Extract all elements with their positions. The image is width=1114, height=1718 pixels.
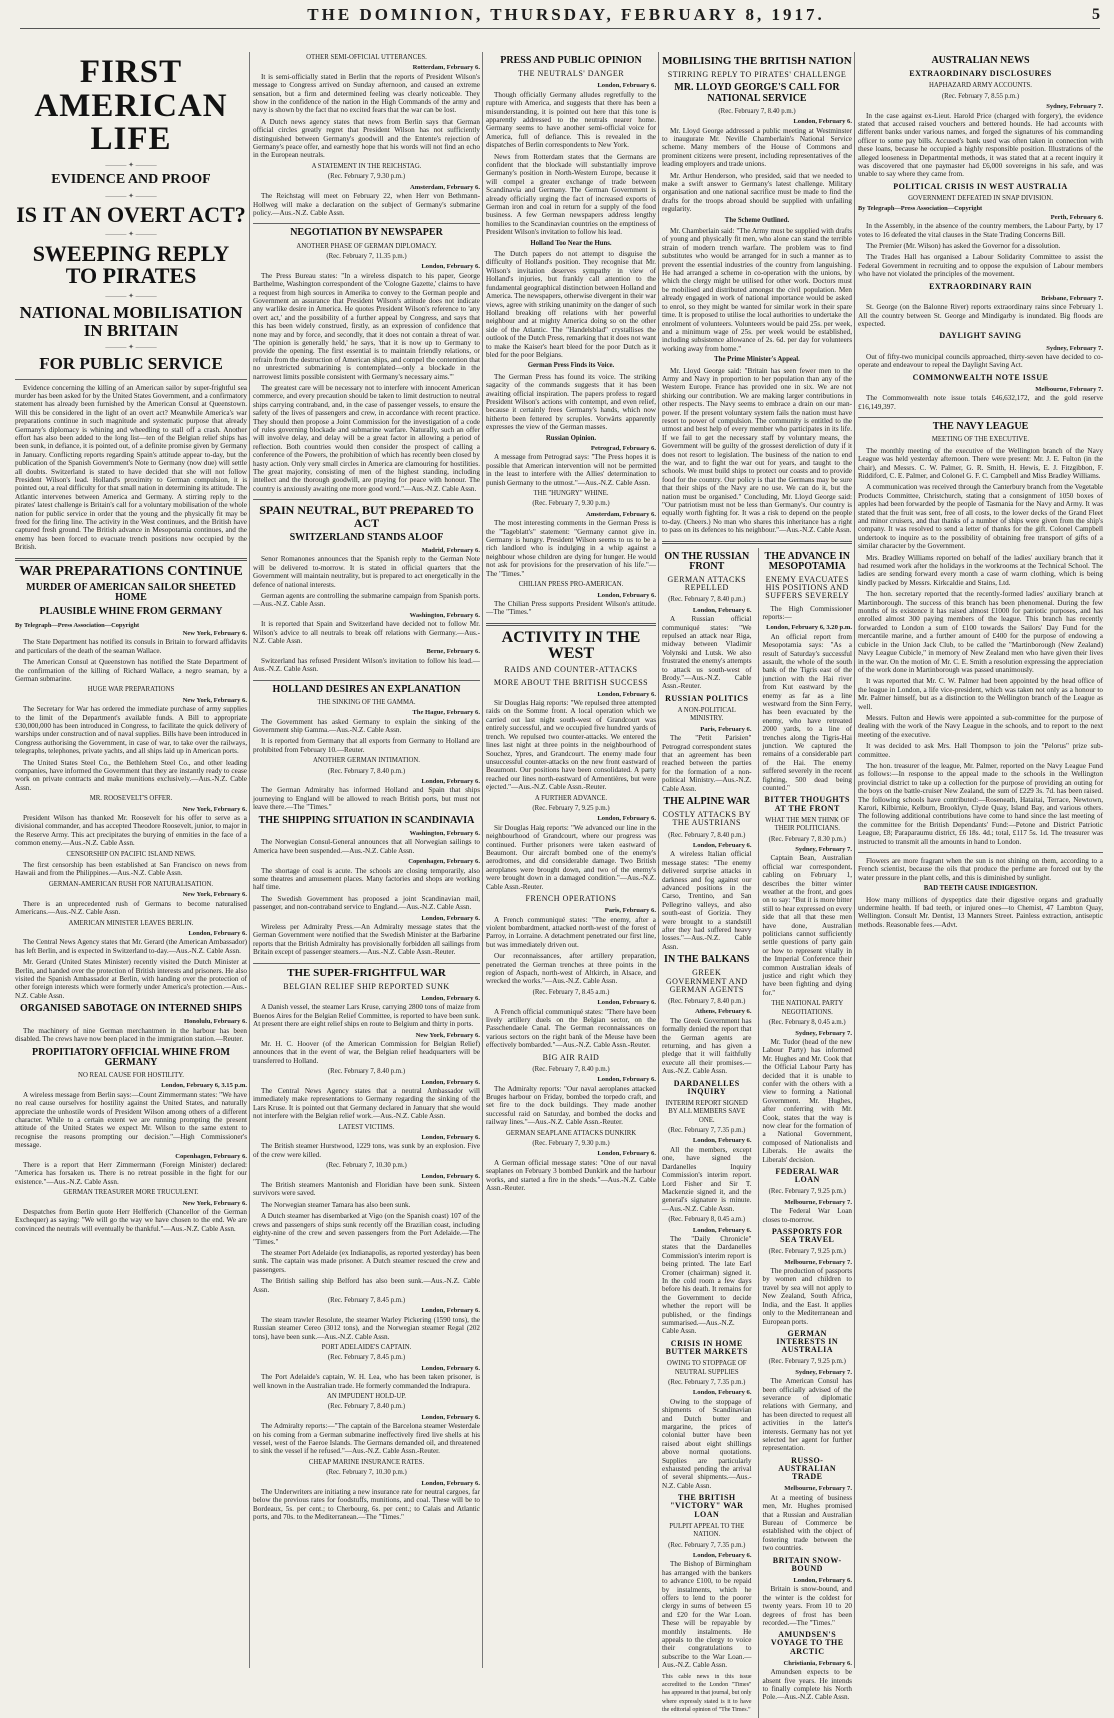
section-heading: Holland Too Near the Huns. <box>530 239 612 247</box>
divider-ornament: ——— ✦ ——— <box>105 230 157 239</box>
article-paragraph: Senor Romanones announces that the Spanish reply to the German Note will be delivered to-morrow. It is stated in official quarters that the Government will maintain neutrality, but is prepared to act energetically in the defence of national interests. <box>253 555 480 589</box>
credit-line: By Telegraph—Press Association—Copyright <box>858 205 983 213</box>
subheadline: CRISIS IN HOME BUTTER MARKETS <box>665 1338 748 1356</box>
article-paragraph: In the Assembly, in the absence of the country members, the Labour Party, by 17 votes to 16 defeated the vital clauses in the State Trading Concerns Bill. <box>858 222 1103 239</box>
column-2 <box>253 52 480 1668</box>
article-paragraph: The Commonwealth note issue totals £46,632,172, and the gold reserve £16,149,397. <box>858 394 1103 411</box>
dateline: Melbourne, February 7. <box>784 1485 852 1493</box>
dateline: London, February 6. <box>597 1076 656 1084</box>
dateline: London, February 6. <box>421 1307 480 1315</box>
article-paragraph: Captain Bean, Australian official war correspondent, cabling on February 1, describes the bitter winter weather at the front, and goes on to say: "But it is more bitter still to hear expressed on every side that all that these men have done, Australian politicians cannot sufficiently settle questions of party gain or how to represent vitally in the Imperial Conference their common Australian ideals of justice and right which they have been fighting and dying for." <box>762 854 852 997</box>
article-paragraph: A Dutch steamer has disembarked at Vigo (on the Spanish coast) 107 of the crews and passengers of ships sunk recently off the Brazilian coast, including eighty-nine of the crew and seven passengers from the Port Adelaide.—The "Times." <box>253 1212 480 1246</box>
dateline: London, February 6. <box>597 1150 656 1158</box>
subheadline: HOLLAND DESIRES AN EXPLANATION <box>272 683 461 695</box>
dateline: Sydney, February 7. <box>795 845 852 853</box>
received-line: (Rec. February 7, 8.40 p.m.) <box>327 1068 406 1076</box>
dateline: Petrograd, February 6. <box>590 445 656 452</box>
section-heading: HUGE WAR PREPARATIONS <box>87 686 175 694</box>
section-heading: THE "HUNGRY" WHINE. <box>533 490 609 498</box>
subheadline: GERMAN ATTACKS REPELLED <box>667 575 747 593</box>
divider-ornament: ——— ✦ ——— <box>105 160 157 169</box>
section-heading: WHAT THE MEN THINK OF THEIR POLITICIANS. <box>765 816 850 833</box>
column-rule <box>249 52 250 1668</box>
headline: NATIONAL MOBILISATION IN BRITAIN <box>19 303 243 340</box>
dateline: Honolulu, February 6. <box>183 1018 247 1026</box>
dateline: London, February 6. <box>793 118 852 126</box>
dateline: London, February 6, 3.15 p.m. <box>161 1082 247 1090</box>
dateline: Paris, February 6. <box>700 725 752 733</box>
headline: ON THE RUSSIAN FRONT <box>664 550 750 572</box>
section-heading: A STATEMENT IN THE REICHSTAG. <box>311 162 422 170</box>
article-paragraph: The British steamer Hurstwood, 1229 tons, was sunk by an explosion. Five of the crew were killed. <box>253 1142 480 1159</box>
headline: SWEEPING REPLY TO PIRATES <box>32 240 230 289</box>
article-paragraph: The High Commissioner reports:— <box>762 604 852 621</box>
article-paragraph: The Greek Government has formally denied the report that the German agents are returning, and has given a pledge that it will faithfully execute all their promises.—Aus.-N.Z. Cable Assn. <box>662 1016 752 1076</box>
credit-line: By Telegraph—Press Association—Copyright <box>15 621 140 629</box>
article-paragraph: A Dutch news agency states that news from Berlin says that German official circles greatly regret that President Wilson has not sufficiently distinguished between Germany's goodwill and the Entente's rejection of Germany's peace offer, and earnestly hope that his words will not find an echo in the European neutrals. <box>253 117 480 160</box>
article-paragraph: St. George (on the Balonne River) reports extraordinary rains since February 1. All the country between St. George and Mindigarby is inundated. Big floods are expected. <box>858 303 1103 328</box>
section-heading: HAPHAZARD ARMY ACCOUNTS. <box>928 82 1033 90</box>
article-paragraph: The Dutch papers do not attempt to disguise the difficulty of Holland's position. They recognise that Mr. Wilson's invitation deserves sympathy in view of Holland's injuries, but frankly call attention to the fundamental geographical distinction between Holland and America. The newspapers, otherwise divergent in their war views, agree with striking unanimity on the danger of such Holland breaking off relations with her powerful neighbour and at mighty America doing so on the other side of the Atlantic. The "Handelsblad" crystallises the outlook of the Dutch Press, remarking that it does not want to make the Kaiser's heart bleed for the poor Dutch as it bled for the poor Belgians. <box>486 250 656 359</box>
column-5 <box>858 52 1103 1668</box>
article-paragraph: The Port Adelaide's captain, W. H. Lea, who has been taken prisoner, is well known in the Australian trade. He formerly commanded the Indrapura. <box>253 1373 480 1390</box>
dateline: London, February 6. <box>597 690 656 698</box>
headline: PRESS AND PUBLIC OPINION <box>500 55 642 66</box>
article-paragraph: The monthly meeting of the executive of the Wellington branch of the Navy League was held yesterday afternoon. There were present: Mr. J. E. Fulton (in the chair), and Messrs. C. W. Palmer, G. R. Smith, H. Hewis, E. J. Fitzgibbon, F. Riddiford, C. E. Palmer, and Colonel G. F. C. Campbell and Miss Bradley Williams. <box>858 446 1103 480</box>
received-line: (Rec. February 7, 11.35 p.m.) <box>326 252 407 260</box>
section-heading: PORT ADELAIDE'S CAPTAIN. <box>321 1343 412 1351</box>
article-paragraph: It is semi-officially stated in Berlin that the reports of President Wilson's message to Congress arrived on Sunday afternoon, and caused an extreme sensation, but a firm and determined feeling was clearly noticeable. They show in the confidence of the nation in the High Commands of the army and navy is shown by the fact that no excited fears that the war can be lost. <box>253 72 480 115</box>
dateline: London, February 6. <box>421 994 480 1002</box>
article-paragraph: Sir Douglas Haig reports: "We advanced our line in the neighbourhood of Grandcourt, where our progress was continued. Further prisoners were taken eastward of Beaumont. Our aircraft bombed one of the enemy's aerodromes, and did considerable damage. Two British aeroplanes were brought down, and two of the enemy's were brought down in a damaged condition."—Aus.-N.Z. Cable Assn.-Reuter. <box>486 823 656 891</box>
dateline: London, February 6. <box>793 1576 852 1584</box>
dateline: London, February 6. <box>421 1479 480 1487</box>
subheadline: SWITZERLAND STANDS ALOOF <box>289 531 444 543</box>
dateline: Brisbane, February 7. <box>1041 294 1103 302</box>
article-paragraph: The State Department has notified its consuls in Britain to forward affidavits and particulars of the death of the seaman Wallace. <box>15 638 247 655</box>
dateline: New York, February 6. <box>182 1199 247 1207</box>
article-paragraph: The British steamers Mantonish and Floridian have been sunk. Sixteen survivors were saved. <box>253 1181 480 1198</box>
subheadline: EXTRAORDINARY DISCLOSURES <box>909 69 1052 79</box>
article-paragraph: The Chilian Press supports President Wilson's attitude.—The "Times." <box>486 599 656 617</box>
subheadline: THE SUPER-FRIGHTFUL WAR <box>287 966 446 979</box>
masthead <box>20 2 1100 29</box>
section-heading: ANOTHER GERMAN INTIMATION. <box>312 757 421 765</box>
dateline: Rotterdam, February 6. <box>412 64 480 72</box>
subheadline: RUSSO-AUSTRALIAN TRADE <box>778 1455 837 1482</box>
subheadline: MR. LLOYD GEORGE'S CALL FOR NATIONAL SERVICE <box>674 82 840 104</box>
article-paragraph: There is a report that Herr Zimmermann (Foreign Minister) declared: "America has forsaken us. There is no retreat possible in the fight for our existence."—Aus.-N.Z. Cable Assn. <box>15 1161 247 1186</box>
subheadline: MORE ABOUT THE BRITISH SUCCESS <box>493 677 649 687</box>
section-heading: OTHER SEMI-OFFICIAL UTTERANCES. <box>306 54 427 61</box>
article-paragraph: Britain is snow-bound, and the winter is the coldest for twenty years. From 10 to 20 degrees of frost has been recorded.—The "Times." <box>762 1585 852 1627</box>
section-heading: CENSORSHIP ON PACIFIC ISLAND NEWS. <box>66 850 196 858</box>
article-paragraph: The Admiralty reports:—"The captain of the Barcelona steamer Westerdale on his coming from a German submarine ineffectively fired live shells at his vessel, west of the Faeroe Islands. The Germans demanded oil, and threatened to sink the vessel if he refused."—Aus.-N.Z. Cable Assn.-Reuter. <box>253 1422 480 1456</box>
received-line: (Rec. February 7, 9.25 p.m.) <box>768 1248 846 1256</box>
dateline: Perth, February 6. <box>1050 213 1103 221</box>
dateline: London, February 6. <box>188 929 247 937</box>
article-paragraph: A German official message states: "One of our naval seaplanes on February 3 bombed Dunkirk and the harbour works, and started a fire in the sheds."—Aus.-N.Z. Cable Assn.-Reuter. <box>486 1158 656 1193</box>
dateline: Athens, February 6. <box>695 1008 752 1016</box>
section-heading: German Press Finds its Voice. <box>527 362 615 370</box>
subheadline: ENEMY EVACUATES HIS POSITIONS AND SUFFERS SEVERELY <box>765 575 850 601</box>
article-paragraph: The Norwegian Consul-General announces that all Norwegian sailings to America have been suspended.—Aus.-N.Z. Cable Assn. <box>253 838 480 855</box>
column-4 <box>662 52 852 1714</box>
article-paragraph: A French communiqué states: "The enemy, after a violent bombardment, attacked north-west of the forest of Parroy, in Lorraine. A detachment penetrated our first line, but was immediately driven out. <box>486 915 656 949</box>
subheadline: GERMAN INTERESTS IN AUSTRALIA <box>776 1328 839 1355</box>
received-line: (Rec. February 7, 8.45 p.m.) <box>327 1354 406 1362</box>
received-line: (Rec. February 7, 8.45 p.m.) <box>327 1296 406 1304</box>
article-paragraph: The Underwriters are initiating a new insurance rate for neutral cargoes, far below the previous rates for foodstuffs, munitions, and coal. These will be to Bordeaux, 5s. per cent.; to Cherbourg, 6s. per cent.; to Calais and Atlantic ports, and 70s. to the Mediterranean.—The "Times." <box>253 1488 480 1522</box>
divider-ornament: ——— ✦ ——— <box>105 342 157 351</box>
dateline: The Hague, February 6. <box>412 709 480 717</box>
section-heading: THE SINKING OF THE GAMMA. <box>317 698 416 706</box>
received-line: (Rec. February 7, 8.40 p.m.) <box>718 107 796 115</box>
received-line: (Rec. February 7, 8.40 p.m.) <box>532 1065 610 1073</box>
article-paragraph: A French official communiqué states: "There have been lively artillery duels on the Belgian sector, on the Passchendaele Canal. The German reconnaissances on various sectors on the right bank of the Meuse have been effectively bombarded."—Aus.-N.Z. Cable Assn.-Reuter. <box>486 1007 656 1050</box>
dateline: London, February 6. <box>597 591 656 599</box>
received-line: (Rec. February 7, 9.25 p.m.) <box>532 804 610 812</box>
dateline: London, February 6. <box>421 1413 480 1421</box>
dateline: London, February 6. <box>692 1137 752 1145</box>
article-paragraph: Mr. Chamberlain said: "The Army must be supplied with drafts of young and physically fit men, who alone can stand the terrible strain of modern trench warfare. The problem was to find substitutes who would be arranged for in such a manner as to prevent the essential industries of the country from languishing. He had arranged a scheme in co-operation with the unions, by which the clergy might be utilised for other work. Doctors must be mobilised and distributed amongst the civil population. Men already engaged in work of national importance would be asked to enrol, so they might be wanted for similar work in their spare time. It is proposed to utilise the local authorities to undertake the enrolment of volunteers. Volunteers would be paid 25s. per week, and a minimum wage of 25s. per week would be established, including subsistence allowance of 2s. 6d. per day for volunteers working away from home." <box>662 227 852 353</box>
subheadline: POLITICAL CRISIS IN WEST AUSTRALIA <box>893 181 1068 191</box>
article-paragraph: Amundsen expects to be absent five years. He intends to finally complete his North Pole.—Aus.-N.Z. Cable Assn. <box>762 1668 852 1702</box>
article-paragraph: The American Consul at Queenstown has notified the State Department of the confirmation of the killing of Richard Wallace, a negro seaman, by a German submarine. <box>15 658 247 683</box>
article-paragraph: News from Rotterdam states that the Germans are confident that the blockade will substantially improve Germany's position in North-Western Europe, because it will compel a greater exchange of trade between Scandinavia and Germany. The German Government is already officially urging the fact of increased exports of German iron and coal in return for a supply of the food business. A few German newspapers address lengthy homilies to the Scandinavian countries on the emptiness of President Wilson's invitation to follow his lead. <box>486 152 656 237</box>
dateline: New York, February 6. <box>182 891 247 899</box>
article-paragraph: The hon. treasurer of the league, Mr. Palmer, reported on the Navy League Fund as follows:—In response to the appeal made to the schools in the Wellington provincial district to take up a collection for the purpose of providing an outing for the boys on the battle-cruiser New Zealand, the sum of £229 3s. 7d. has been raised. The following schools have contributed:—Roseneath, Hataitai, Terrace, Newtown, Karori, Kilbirnie, Kelburn, Brooklyn, Clyde Quay, Island Bay, and various others. The following additional contributions have come to hand since the last meeting of the committee for the British Dependants' Fund:—Petone and District Patriotic League, £8; Paraparaumu district, £6 18s. 4d.; total, £117 5s. 1d. The treasurer was instructed to transmit all the amounts in hand to London. <box>858 761 1103 846</box>
dateline: Copenhagen, February 6. <box>175 1152 247 1160</box>
section-heading: ANOTHER PHASE OF GERMAN DIPLOMACY. <box>296 242 437 250</box>
section-heading: INTERIM REPORT SIGNED BY ALL MEMBERS SAVE ONE. <box>665 1099 748 1124</box>
column-rule <box>658 52 659 1668</box>
received-line: (Rec. February 7, 8.55 p.m.) <box>941 92 1020 100</box>
headline: AUSTRALIAN NEWS <box>931 55 1030 66</box>
section-heading: GERMAN TREASURER MORE TRUCULENT. <box>63 1189 199 1197</box>
dateline: Copenhagen, February 6. <box>408 858 480 866</box>
article-paragraph: The German Admiralty has informed Holland and Spain that ships journeying to England will be allowed to reach British ports, but must not leave there.—The "Times." <box>253 786 480 812</box>
headline: MOBILISING THE BRITISH NATION <box>662 55 852 67</box>
article-paragraph: At a meeting of business men, Mr. Hughes promised that a Russian and Australian Bureau of Commerce be established with the object of fostering trade between the two countries. <box>762 1493 852 1553</box>
article-paragraph: Flowers are more fragrant when the sun is not shining on them, according to a French scientist, because the oils that produce the perfume are forced out by the water pressure in the plant cells, and this is diminished by sunlight. <box>858 857 1103 882</box>
dateline: London, February 6. <box>597 82 656 90</box>
dateline: London, February 6. <box>597 999 656 1007</box>
article-paragraph: Wireless per Admiralty Press.—An Admiralty message states that the German Government were notified that the Swedish Minister at the Barbarine reports that the British Admiralty has provisionally forbidden all sailings from Britain except of passenger steamers.—Aus.-N.Z. Cable Assn.-Reuter. <box>253 922 480 957</box>
article-paragraph: The Government has asked Germany to explain the sinking of the Government ship Gamma.—Aus.-N.Z. Cable Assn. <box>253 717 480 735</box>
advertisement-text: How many millions of dyspeptics date their digestive organs and gradually undermine health. If bad teeth, or injured ones—to Chemist, 47 Lambton Quay, Wellington. Consult Mr. Dentist, 13 Manners Street. Painless extraction, antiseptic methods. Reasonable fees.—Advt. <box>858 895 1103 929</box>
article-paragraph: German agents are controlling the submarine campaign from Spanish ports.—Aus.-N.Z. Cable Assn. <box>253 591 480 609</box>
subheadline: PLAUSIBLE WHINE FROM GERMANY <box>39 606 223 618</box>
subheadline: THE SHIPPING SITUATION IN SCANDINAVIA <box>258 814 475 826</box>
received-line: (Rec. February 8, 0.45 a.m.) <box>768 1019 846 1027</box>
column-3 <box>486 52 656 1668</box>
article-paragraph: Evidence concerning the killing of an American sailor by super-frightful sea murder has been asked for by the United States Government, and a confirmatory statement has already been furnished by the American Consul at Queenstown. Will this be considered in the light of an overt act? Meanwhile America's war preparations continue in such magnitude and systematic purpose that already Germany's diplomacy is whining and wheedling to stall off a crash. Another effort has also been added to the long list—ten of the Belgian relief ships has been sunk, in defiance, it is pointed out, of a definite promise given by Germany in January. Conflicting reports regarding Spain's attitude appear to-day, but the publication of the Spanish Government's Note to Germany (now due) will settle all doubts. Switzerland is stated to have decided that she will not follow President Wilson's lead. Holland's proximity to German compulsion, it is pointed out, a real difficulty for that small nation in determining its attitude. The Atlantic intervenes between America and Germany. A stirring reply to the pirates' latest challenge is Britain's call for a voluntary mobilisation of the whole nation for public service in order that the young and the physically fit may be freed for the firing line. The activity in the West continues, and the British have captured fresh ground. The British advance in Mesopotamia continues, and the enemy has been forced to evacuate trench positions now occupied by the British. <box>15 383 247 552</box>
subheadline: NEGOTIATION BY NEWSPAPER <box>290 227 443 239</box>
headline: SPAIN NEUTRAL, BUT PREPARED TO ACT <box>259 503 474 530</box>
dateline: Sydney, February 7. <box>1046 344 1103 352</box>
dateline: London, February 6. <box>421 1364 480 1372</box>
subheadline: BITTER THOUGHTS AT THE FRONT <box>764 795 850 813</box>
section-heading: GOVERNMENT DEFEATED IN SNAP DIVISION. <box>908 194 1053 202</box>
section-heading: AMERICAN MINISTER LEAVES BERLIN. <box>68 919 194 927</box>
dateline: Melbourne, February 7. <box>784 1198 852 1206</box>
article-paragraph: Though officially Germany alludes regretfully to the rupture with America, and suggests that there has been a misunderstanding, it is pointed out here that this tone is apparently addressed to the neutrals nearer home. Germany seems to have another semi-official voice for America, full of defiance. This is revealed in the dispatches of Berlin correspondents to New York. <box>486 90 656 150</box>
article-paragraph: The most interesting comments in the German Press is the "Tageblatt's" statement: "Germany cannot give in. Germany is hungry. President Wilson seems to us to be a rich landlord who is indulging in a whip against a neighbour whose children are dying for hunger. He would not ask for provisions for the preservation of his life."—The "Times." <box>486 519 656 578</box>
headline: THE ADVANCE IN MESOPOTAMIA <box>764 550 850 572</box>
article-paragraph: A message from Petrograd says: "The Press hopes it is possible that American intervention will not be permitted in the least to interfere with the Allies' determination to punish Germany to the utmost."—Aus.-N.Z. Cable Assn. <box>486 453 656 487</box>
received-line: (Rec. February 7, 8.40 p.m.) <box>668 831 746 839</box>
article-paragraph: The steam trawler Resolute, the steamer Warley Pickering (1590 tons), the Russian steamer Cereo (3012 tons), and the Norwegian steamer Regal (202 tons), have been sunk.—Aus.-N.Z. Cable Assn. <box>253 1315 480 1341</box>
dateline: Melbourne, February 7. <box>1035 385 1103 393</box>
dateline: London, February 6. <box>421 914 480 922</box>
headline: THE NAVY LEAGUE <box>932 421 1029 433</box>
subheadline: BRITAIN SNOW-BOUND <box>772 1555 842 1573</box>
received-line: (Rec. February 7, 9.25 p.m.) <box>768 1358 846 1366</box>
headline: FOR PUBLIC SERVICE <box>39 354 223 374</box>
section-heading: LATEST VICTIMS. <box>338 1123 395 1131</box>
dateline: London, February 6. <box>692 1226 752 1234</box>
article-paragraph: There is an unprecedented rush of Germans to become naturalised Americans.—Aus.-N.Z. Cable Assn. <box>15 899 247 917</box>
section-heading: Russian Opinion. <box>545 434 597 442</box>
article-paragraph: The Norwegian steamer Tamara has also been sunk. <box>261 1200 411 1209</box>
headline: IS IT AN OVERT ACT? <box>16 202 246 228</box>
article-paragraph: A Russian official communiqué states: "We repulsed an attack near Riga, midway between Vladimir Volynski and Lutsk. We also frustrated the enemy's attempts to attack us south-west of Brody."—Aus.-N.Z. Cable Assn.-Reuter. <box>662 615 752 691</box>
editorial-note: This cable news in this issue accredited to the London "Times" has appeared in that journal, but only where expressly stated is it to have the editorial opinion of "The Times." <box>662 1673 752 1714</box>
subheadline: COSTLY ATTACKS BY THE AUSTRIANS <box>662 810 752 828</box>
subheadline: ORGANISED SABOTAGE ON INTERNED SHIPS <box>19 1003 243 1015</box>
subheadline: DAYLIGHT SAVING <box>939 331 1022 341</box>
column-rule <box>482 52 483 1668</box>
subheadline: RAIDS AND COUNTER-ATTACKS <box>504 665 638 675</box>
section-heading: A FURTHER ADVANCE. <box>534 794 608 802</box>
dateline: Madrid, February 6. <box>421 546 480 554</box>
divider-ornament: ——— ✦ ——— <box>105 191 157 200</box>
article-paragraph: Mr. Gerard (United States Minister) recently visited the Dutch Minister at Berlin, and handed over the protection of British interests and prisoners. He also visited the Spanish Ambassador at Berlin, with handing over the protection of other foreign interests which were formerly under America's protection.—Aus.-N.Z. Cable Assn. <box>15 958 247 1000</box>
received-line: (Rec. February 7, 9.30 p.m.) <box>327 173 406 181</box>
article-paragraph: The Secretary for War has ordered the immediate purchase of army supplies to the limit of the Department's available funds. A Bill to appropriate £30,000,000 has been introduced in Congress, to facilitate the quick delivery of warships under construction and of naval supplies. Bills have been introduced in Congress authorising the Government, in case of war, to take over the railways, telegraphs, telephones, private yachts, and all ships laid up in American ports. <box>15 705 247 756</box>
headline: IN THE BALKANS <box>664 954 750 966</box>
article-paragraph: The United States Steel Co., the Bethlehem Steel Co., and other leading companies, have informed the Government that they are instantly ready to cease work on private contracts and make munitions exclusively.—Aus.-N.Z. Cable Assn. <box>15 758 247 792</box>
subheadline: BELGIAN RELIEF SHIP REPORTED SUNK <box>283 981 450 991</box>
article-paragraph: The steamer Port Adelaide (ex Indianapolis, as reported yesterday) has been sunk. The captain was made prisoner. A Dutch steamer rescued the crew and passengers. <box>253 1248 480 1274</box>
article-paragraph: The shortage of coal is acute. The schools are closing temporarily, also some theatres and amusement places. Many factories and shops are working half time. <box>253 866 480 892</box>
article-paragraph: Mr. Lloyd George said: "Britain has seen fewer men to the Army and Navy in proportion to her population than any of the Western Europe. France has provided one in six. We are not shirking our contribution. We are making larger contributions in other respects. The Navy seems to embrace a drain on our man-power. If the present voluntary system fails the nation must have resort to power of compulsion. The community is entitled to the utmost and best help of every member who participates in its life. If we fail to get the necessary staff by voluntary means, the Government will be guilty of the grossest dereliction of duty if it does not resort to legislation. The business of the nation to end the war, and to fight the war out for years, and taught to the schools. We must build ships to protect our coasts and to provide food for the country. Our policy is that the Germans may be sure that their ships of the Navy are no use. We can do it, but the nation must be organised." Concluding, Mr. Lloyd George said: "Our patriotism must not be less than Germany's. Our country is equally worth fighting for. It was a risk to depend on the people to-day. (Cheers.) No man who shares this inheritance has a right to pass on its defences to his neighbour."—Aus.-N.Z. Cable Assn. <box>662 366 852 535</box>
section-heading: CHEAP MARINE INSURANCE RATES. <box>308 1458 425 1466</box>
article-paragraph: Messrs. Fulton and Hewis were appointed a sub-committee for the purpose of dealing with the work of the Navy League in the schools, and to report to the next meeting of the executive. <box>858 713 1103 739</box>
dateline: London, February 6. <box>421 263 480 271</box>
article-paragraph: The first censorship has been established at San Francisco on news from Hawaii and from the Philippines.—Aus.-N.Z. Cable Assn. <box>15 861 247 878</box>
article-paragraph: In the case against ex-Lieut. Harold Price (charged with forgery), the evidence stated that accused raised vouchers and bettered hounds. He had accounts with different banks under various names, and forged the signatures of his commanding officer to some pay bills. Accused's bank used was often taken in connection with these loans, because he occupied a highly responsible position. Illustrations of the alleged looseness in Departmental methods, it was stated that at a recent inquiry it was discovered that one paymaster had £6,000 sovereigns in his safe, and was unable to say where they came from. <box>858 111 1103 179</box>
page-number: 5 <box>1092 6 1100 23</box>
article-paragraph: The greatest care will be necessary not to interfere with innocent American commerce, and every precaution should be taken to limit destruction to neutral ships carrying contraband, and, in the case of passenger vessels, to ensure the safety of the lives of passengers and crew, in accordance with recent practice. They should then propose a Joint Commission for the investigation of a code of rules governing blockade and submarine warfare. Naturally, such an offer will involve delay, and delay will be a great factor in allowing a period of reflection. Both countries would then consider the prospect of calling a conference of the Powers, the prohibition of which has recently been closed by hasty action. Only very small circles in America are clamouring for hostilities. The great majority, consisting of men of the highest standing, including intellect and the thorough goodwill, are praying for peace with honour. The country is anxiously awaiting one more good word."—Aus.-N.Z. Cable Assn. <box>253 384 480 493</box>
headline: WAR PREPARATIONS CONTINUE <box>19 563 243 579</box>
article-paragraph: The Admiralty reports: "Our naval aeroplanes attacked Bruges harbour on Friday, bombed the torpedo craft, and set fire to the dock buildings. They made another successful raid on Saturday, and bombed the docks and railway lines."—Aus.-N.Z. Cable Assn.-Reuter. <box>486 1084 656 1127</box>
section-heading: GERMAN SEAPLANE ATTACKS DUNKIRK <box>505 1129 637 1137</box>
section-heading: AN IMPUDENT HOLD-UP. <box>327 1393 406 1400</box>
received-line: (Rec. February 7, 10.30 p.m.) <box>326 1469 407 1477</box>
article-paragraph: The Central News Agency states that Mr. Gerard (the American Ambassador) has left Berlin, and is expected in Switzerland to-day.—Aus.-N.Z. Cable Assn. <box>15 938 247 955</box>
sub-column-left <box>662 548 752 1718</box>
section-heading: A NON-POLITICAL MINISTRY. <box>677 706 736 723</box>
article-paragraph: The Bishop of Birmingham has arranged with the bankers to advance £100, to be repaid by instalments, which he offers to lend to the poorer clergy in sums of between £5 and £20 for the War Loan. These will be repayable by monthly instalments. He appeals to the clergy to voice their congratulations to subscribe to the War Loan.—Aus.-N.Z. Cable Assn. <box>662 1560 752 1670</box>
article-paragraph: President Wilson has thanked Mr. Roosevelt for his offer to serve as a divisional commander, and has accepted Theodore Roosevelt, junior, to major in the Reserve Army. This act precipitates the burying of enmities in the face of a common enemy.—Aus.-N.Z. Cable Assn. <box>15 814 247 848</box>
article-paragraph: It is reported that Spain and Switzerland have decided not to follow Mr. Wilson's advice to all neutrals to break off relations with Germany.—Aus.-N.Z. Cable Assn. <box>253 620 480 645</box>
received-line: (Rec. February 7, 8.40 p.m.) <box>668 997 746 1005</box>
received-line: (Rec. February 7, 9.30 p.m.) <box>532 500 610 508</box>
dateline: Washington, February 6. <box>409 829 480 837</box>
dateline: Amsterdam, February 6. <box>586 510 656 518</box>
article-paragraph: The "Petit Parisien" Petrograd correspondent states that an agreement has been reached between the parties for the formation of a non-political Ministry.—Aus.-N.Z. Cable Assn. <box>662 734 752 793</box>
subheadline: FEDERAL WAR LOAN <box>775 1167 840 1185</box>
article-paragraph: It is reported from Germany that all exports from Germany to Holland are prohibited from February 10.—Reuter. <box>253 737 480 754</box>
subheadline: EXTRAORDINARY RAIN <box>929 281 1032 291</box>
dateline: London, February 6. <box>692 606 752 614</box>
headline: EVIDENCE AND PROOF <box>51 172 211 188</box>
subheadline: RUSSIAN POLITICS <box>665 693 749 703</box>
article-paragraph: Mr. Tudor (head of the new Labour Party) has informed Mr. Hughes and Mr. Cook that the Official Labour Party has decided that it is unable to confer with the others with a view to forming a National Government. Mr. Hughes, after conferring with Mr. Cook, states that the way is now clear for the formation of a National Government, composed of Nationalists and Liberals. He awaits the Liberals' decision. <box>762 1037 852 1164</box>
article-paragraph: It was reported that Mr. C. W. Palmer had been appointed by the head office of the league in London, a life vice-president, which was taken not only as a honour to Mr. Palmer himself, but as a distinction to the Wellington branch of the League as well. <box>858 677 1103 711</box>
dateline: London, February 6. <box>692 841 752 849</box>
received-line: (Rec. February 7, 8.45 a.m.) <box>532 988 610 996</box>
section-heading: GERMAN-AMERICAN RUSH FOR NATURALISATION. <box>48 880 214 888</box>
section-heading: The Scheme Outlined. <box>724 216 790 224</box>
subheadline: AMUNDSEN'S VOYAGE TO THE ARCTIC <box>770 1630 844 1656</box>
section-heading: MEETING OF THE EXECUTIVE. <box>931 436 1030 444</box>
received-line: (Rec. February 7, 7.35 p.m.) <box>668 1127 746 1135</box>
received-line: (Rec. February 7, 9.25 p.m.) <box>768 1188 846 1196</box>
subheadline: MURDER OF AMERICAN SAILOR SHEETED HOME <box>26 581 236 604</box>
article-paragraph: Out of fifty-two municipal councils approached, thirty-seven have decided to co-operate and endeavour to repeal the Daylight Saving Act. <box>858 352 1103 370</box>
article-paragraph: The German Press has found its voice. The striking sagacity of the commands suggests that it has been awaiting official inspiration. The papers profess to regard President Wilson's actions with contempt, and even relief, because it certainly frees Germany's hands, which now hitherto been fettered by scruples. Vorwärts apparently expresses the view of the German masses. <box>486 372 656 432</box>
article-paragraph: The hon. secretary reported that the recently-formed ladies' auxiliary branch at Martinborough. The success of this branch has been phenomenal. During the few months of its existence it has raised almost £1000 for patriotic purposes, and has enrolled almost 300 paying members of the league. This branch has recently forwarded to London a sum of £100 towards the Sailors' Day Fund for the mercantile marine, and a further amount of £400 for the purpose of endowing a cubicle in the Union Jack Club, to be called the "Martinborough (New Zealand) Navy League Cubicle," in memory of New Zealand men who have given their lives in the war. On the motion of Mr. C. E. Smith a resolution expressing the appreciation of the work done in Martinborough was passed unanimously. <box>858 590 1103 674</box>
article-paragraph: The Premier (Mr. Wilson) has asked the Governor for a dissolution. <box>866 242 1061 250</box>
dateline: London, February 6. <box>421 1078 480 1086</box>
article-paragraph: The American Consul has been officially advised of the severance of diplomatic relations with Germany, and has been directed to request all activities in the latter's interests. Germany has not yet selected her agent for further representation. <box>762 1377 852 1453</box>
received-line: (Rec. February 7, 8.40 p.m.) <box>668 596 746 604</box>
article-paragraph: An official report from Mesopotamia says: "As a result of Saturday's successful assault, the whole of the south bank of the Tigris east of the junction with the Hai river from Kut eastward by the enemy as far as a line westward from the Sinn Ferry, has been evacuated by the enemy, who have retreated 2000 yards, to a line of trenches along the Tigris-Hai junction. We captured the remains of a considerable part of the Hai. The enemy suffered severely in the recent fighting, 500 dead being counted." <box>762 632 852 793</box>
article-paragraph: A wireless message from Berlin says:—Count Zimmermann states: "We have no real cause ourselves for hostility against the United States, and naturally appreciate the unhostile words of President Wilson among others of a different character. While to a certain extent we are running prompting the present attitude of the United States we expect Mr. Wilson to the same extent to recognise the reasons prompting our decision."—High Commissioner's message. <box>15 1090 247 1150</box>
article-paragraph: Owing to the stoppage of shipments of Scandinavian and Dutch butter and margarine, the prices of colonial butter have been raised about eight shillings above normal quotations. Supplies are particularly exhausted pending the arrival of several shipments.—Aus.-N.Z. Cable Assn. <box>662 1397 752 1490</box>
article-paragraph: It was decided to ask Mrs. Hall Thompson to join the "Pelorus" prize sub-committee. <box>858 742 1103 759</box>
dateline: Sydney, February 7. <box>795 1029 852 1037</box>
dateline: Sydney, February 7. <box>1046 103 1103 111</box>
dateline: London, February 6. <box>421 778 480 786</box>
received-line: (Rec. February 8, 0.45 a.m.) <box>668 1216 746 1224</box>
received-line: (Rec. February 7, 10.30 p.m.) <box>326 1162 407 1170</box>
dateline: London, February 6. <box>692 1389 752 1397</box>
received-line: (Rec. February 7, 9.30 p.m.) <box>532 1140 610 1148</box>
article-paragraph: Our reconnaissances, after artillery preparation, penetrated the German trenches at three points in the region of Aspach, north-west of Altkirch, in Alsace, and wrecked the works."—Aus.-N.Z. Cable Assn. <box>486 952 656 986</box>
headline: THE ALPINE WAR <box>663 796 750 808</box>
section-heading: THE NATIONAL PARTY NEGOTIATIONS. <box>771 1000 844 1016</box>
article-paragraph: The "Daily Chronicle" states that the Dardanelles Commission's interim report is being printed. The late Earl Cromer (chairman) signed it. In the cold room a few days before his death. It remains for the Government to decide whether the report will be published, or the findings summarised.—Aus.-N.Z. Cable Assn. <box>662 1234 752 1336</box>
masthead-title: THE DOMINION, THURSDAY, FEBRUARY 8, 1917. <box>307 5 825 24</box>
advertisement-heading: BAD TEETH CAUSE INDIGESTION. <box>923 885 1038 893</box>
subheadline: FRENCH OPERATIONS <box>525 894 617 903</box>
article-paragraph: Sir Douglas Haig reports: "We repulsed three attempted raids on the Somme front. A local operation which we carried out last night south-west of Grandcourt was entirely successful, and we occupied five hundred yards of trench. We repulsed two counter-attacks. We entered the lines last night at three points in the neighbourhood of Souchez, Ypres, and Grandcourt. The enemy made four unsuccessful counter-attacks on the new front eastward of Beaumont. Our positions have been consolidated. A party reached our lines north-eastward of Armentières, but were ejected."—Aus.-N.Z. Cable Assn.-Reuter. <box>486 699 656 792</box>
subheadline: PROPITIATORY OFFICIAL WHINE FROM GERMANY <box>32 1046 230 1068</box>
section-heading: MR. ROOSEVELT'S OFFER. <box>89 795 173 803</box>
article-paragraph: Switzerland has refused President Wilson's invitation to follow his lead.—Aus.-N.Z. Cable Assn. <box>253 656 480 674</box>
article-paragraph: Mr. Arthur Henderson, who presided, said that we needed to make a swift answer to Germany's latest challenge. Military organisation and one national sacrifice must be made to find the drafts for the troops abroad should be supplied with unfailing regularity. <box>662 171 852 214</box>
section-heading: CHILIAN PRESS PRO-AMERICAN. <box>518 581 624 589</box>
article-paragraph: All the members, except one, have signed the Dardanelles Inquiry Commission's interim report. Lord Fisher and Sir T. Mackenzie signed it, and the general's signature is minute.—Aus.-N.Z. Cable Assn. <box>662 1145 752 1213</box>
article-paragraph: The Federal War Loan closes to-morrow. <box>762 1207 852 1224</box>
article-paragraph: The Swedish Government has proposed a joint Scandinavian mail, passenger, and non-contraband service to England.—Aus.-N.Z. Cable Assn. <box>253 894 480 912</box>
received-line: (Rec. February 7, 7.35 p.m.) <box>668 1541 746 1549</box>
dateline: London, February 6. <box>421 1134 480 1142</box>
dateline: New York, February 6. <box>182 629 247 637</box>
article-paragraph: Mr. Lloyd George addressed a public meeting at Westminster to inaugurate Mr. Neville Chamberlain's National Service scheme. Many members of the House of Commons and prominent citizens were present, including representatives of the leading employers and trade unions. <box>662 126 852 169</box>
section-heading: NO REAL CAUSE FOR HOSTILITY. <box>78 1071 184 1079</box>
subheadline: STIRRING REPLY TO PIRATES' CHALLENGE <box>667 70 847 80</box>
article-paragraph: Despatches from Berlin quote Herr Helfferich (Chancellor of the German Exchequer) as saying: "We will go the way we have chosen to the end. We are convinced the neutrals will eventually be thankful."—Aus.-N.Z. Cable Assn. <box>15 1208 247 1233</box>
received-line: (Rec. February 7, 8.40 p.m.) <box>327 1403 406 1411</box>
dateline: New York, February 6. <box>182 696 247 704</box>
section-heading: The Prime Minister's Appeal. <box>714 356 800 364</box>
dateline: Sydney, February 7. <box>795 1368 852 1376</box>
sub-column-right <box>758 548 853 1718</box>
column-1 <box>15 52 247 1668</box>
subheadline: THE BRITISH "VICTORY" WAR LOAN <box>670 1493 744 1519</box>
article-paragraph: The Trades Hall has organised a Labour Solidarity Committee to assist the Federal Government in recruiting and to oppose the expulsion of Labour members who have not violated the principles of the movement. <box>858 253 1103 279</box>
dateline: Christiania, February 6. <box>783 1659 852 1667</box>
article-paragraph: A wireless Italian official message states: "The enemy delivered surprise attacks in darkness and fog against our advanced positions in the Carso, Trentino, and San Pellegrino valleys, and also south-east of Gorizia. They were brought to a standstill after they had suffered heavy losses."—Aus.-N.Z. Cable Assn. <box>662 850 752 951</box>
dateline: Berne, February 6. <box>426 648 480 656</box>
dateline: New York, February 6. <box>182 805 247 813</box>
subheadline: THE NEUTRALS' DANGER <box>517 69 625 79</box>
article-paragraph: The Central News Agency states that a neutral Ambassador will immediately make representations to Germany regarding the sinking of the Lars Kruse. It is pointed out that Germany declared in January that she would not interfere with the Belgian relief work.—Aus.-N.Z. Cable Assn. <box>253 1087 480 1121</box>
dateline: New York, February 6. <box>415 1031 480 1039</box>
dateline: Melbourne, February 7. <box>784 1258 852 1266</box>
article-paragraph: Mrs. Bradley Williams reported on behalf of the ladies' auxiliary branch that it had resumed work after the holidays in the workrooms at the Technical School. The ladies are sending forward every month a case of warm clothing, which is being kindly packed by Messrs. Kirkcaldie and Stains, Ltd. <box>858 553 1103 587</box>
dateline: Washington, February 6. <box>409 611 480 619</box>
article-paragraph: The British sailing ship Belford has also been sunk.—Aus.-N.Z. Cable Assn. <box>253 1277 480 1294</box>
received-line: (Rec. February 7, 8.30 p.m.) <box>768 835 846 843</box>
divider-ornament: ——— ✦ ——— <box>105 291 157 300</box>
dateline: London, February 6. <box>421 1172 480 1180</box>
article-paragraph: A communication was received through the Canterbury branch from the Vegetable Products Committee, Christchurch, stating that a consignment of 1050 boxes of apples had been forwarded by the people of Tasmania for the Navy and Army. It was stated that the fruit was sent, free of all costs, to the lower decks of the Grand Fleet and minor cruisers, and that thanks of a number of ships were given from the ship's company. It was resolved to send a letter of thanks for the gift. Colonel Campbell undertook to inquire as to the possibility of obtaining free transport of gifts of a similar character by the Government. <box>858 483 1103 551</box>
dateline: Amsterdam, February 6. <box>410 183 480 191</box>
dateline: London, February 6. <box>597 815 656 823</box>
column-rule <box>854 52 855 1668</box>
subheadline: COMMONWEALTH NOTE ISSUE <box>912 372 1049 382</box>
section-heading: OWING TO STOPPAGE OF NEUTRAL SUPPLIES <box>666 1360 747 1376</box>
dateline: London, February 6, 3.20 p.m. <box>766 624 852 632</box>
subheadline: PASSPORTS FOR SEA TRAVEL <box>771 1226 843 1245</box>
article-paragraph: The production of passports by women and children to travel by sea will not apply to New Zealand, South Africa, India, and the East. It applies only to the Mediterranean and European ports. <box>762 1267 852 1326</box>
section-heading: PULPIT APPEAL TO THE NATION. <box>669 1522 745 1539</box>
article-paragraph: The Press Bureau states: "In a wireless dispatch to his paper, George Barthelme, Washington correspondent of the 'Cologne Gazette,' claims to have a request from high sources in Amerika to convey to the German people and Government an assurance that President Wilson's attitude does not indicate any warlike desire in America. He quotes President Wilson's reference to 'any overt act,' and the possibility of a further appeal by Congress, and says that this has been widely construed, firstly, as an expression of confidence that none may and by force, and secondly, that it does not contain a threat of war. 'The opinion is generally held,' he says, 'that it is now up to Germany to provide the opening. The first essential is to maintain friendly relations, or refrain from the destruction of American ships, and compel the contention that no unrestricted submarining is contemplated—only a blockade in the narrowest limits possible consistent with Germany's necessary aims.'" <box>253 271 480 381</box>
article-paragraph: Mr. H. C. Hoover (of the American Commission for Belgian Relief) announces that in the event of war, the Belgian relief headquarters will be transferred to Holland. <box>253 1039 480 1065</box>
dateline: Paris, February 6. <box>604 907 656 915</box>
subheadline: GREEK GOVERNMENT AND GERMAN AGENTS <box>665 968 748 994</box>
received-line: (Rec. February 7, 7.35 p.m.) <box>668 1378 746 1386</box>
subheadline: DARDANELLES INQUIRY <box>673 1078 740 1096</box>
subheadline: BIG AIR RAID <box>542 1052 600 1062</box>
headline: FIRST AMERICAN LIFE <box>34 54 228 158</box>
dateline: London, February 6. <box>692 1551 752 1559</box>
headline: ACTIVITY IN THE WEST <box>501 628 641 663</box>
received-line: (Rec. February 7, 8.40 p.m.) <box>327 767 406 775</box>
article-paragraph: The Reichstag will meet on February 22, when Herr von Bethmann-Hollweg will make a declaration on the subject of Germany's submarine policy.—Aus.-N.Z. Cable Assn. <box>253 192 480 217</box>
article-paragraph: A Danish vessel, the steamer Lars Kruse, carrying 2800 tons of maize from Buenos Aires for the Belgian Relief Committee, is reported to have been sunk. At present there are eight relief ships en route to Belgium and thirty in ports. <box>253 1003 480 1029</box>
article-paragraph: The machinery of nine German merchantmen in the harbour has been disabled. The crews have now been placed in the immigration station.—Reuter. <box>15 1026 247 1044</box>
